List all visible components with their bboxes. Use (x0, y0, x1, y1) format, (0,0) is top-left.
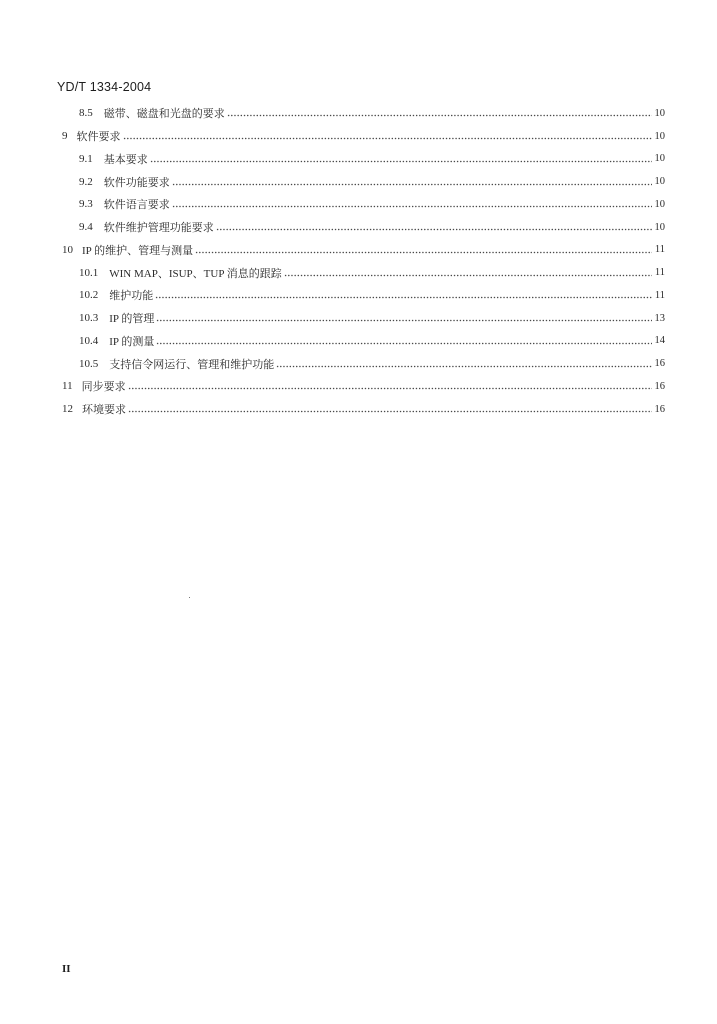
toc-entry-title: IP 的维护、管理与测量 (82, 244, 194, 257)
toc-entry-page: 16 (654, 403, 665, 415)
dot-leader (172, 183, 652, 186)
toc-entry-page: 11 (654, 267, 665, 279)
toc-entry-title: 同步要求 (81, 381, 126, 394)
dot-leader (156, 342, 652, 345)
dot-leader (216, 228, 652, 231)
toc-entry-number: 11 (62, 380, 73, 393)
toc-entry (0, 352, 665, 375)
toc-entry-title: IP 的管理 (109, 313, 155, 326)
toc-entry-number: 10.1 (79, 266, 99, 279)
toc-entry (0, 307, 665, 330)
dot-leader (128, 410, 652, 413)
dot-leader (123, 137, 653, 140)
toc-entry-number: 12 (62, 403, 73, 416)
toc-entry (0, 125, 665, 148)
toc-entry-number: 9.1 (79, 152, 93, 165)
toc-entry-title: 软件功能要求 (103, 176, 170, 189)
toc-entry (0, 239, 665, 262)
toc-entry-number: 10 (62, 243, 73, 256)
toc-entry (0, 330, 665, 353)
toc-entry-number: 9.3 (79, 198, 93, 211)
toc-entry (0, 261, 665, 284)
toc-entry (0, 193, 665, 216)
dot-leader (284, 274, 652, 277)
toc-entry-page: 14 (654, 335, 665, 347)
toc-entry-page: 16 (654, 380, 665, 392)
toc-entry-title: 维护功能 (109, 290, 154, 303)
dot-leader (156, 319, 652, 322)
document-code-header: YD/T 1334-2004 (57, 80, 152, 94)
toc-entry-number: 9 (62, 130, 68, 143)
toc-entry-page: 16 (654, 358, 665, 370)
toc-entry-title: 环境要求 (82, 404, 126, 417)
toc-entry-title: 磁带、磁盘和光盘的要求 (103, 108, 225, 121)
dot-leader (150, 160, 652, 163)
dot-leader (195, 251, 652, 254)
dot-leader (155, 296, 652, 299)
toc-entry-page: 10 (654, 221, 665, 233)
toc-entry-title: 软件要求 (76, 131, 121, 144)
dot-leader (227, 114, 652, 117)
toc-entry-number: 10.5 (79, 357, 99, 370)
toc-entry (0, 375, 665, 398)
toc-entry-number: 10.3 (79, 312, 99, 325)
toc-entry-title: 支持信令网运行、管理和维护功能 (109, 358, 275, 371)
toc-entry (0, 216, 665, 239)
toc-entry-number: 10.2 (79, 289, 99, 302)
toc-entry-title: WIN MAP、ISUP、TUP 消息的跟踪 (109, 267, 282, 280)
dot-leader (128, 387, 652, 390)
toc-entry-page: 10 (654, 153, 665, 165)
scan-speck (189, 597, 190, 598)
toc-entry-title: 软件维护管理功能要求 (103, 222, 214, 235)
toc-entry-title: 基本要求 (103, 153, 148, 166)
toc-entry (0, 148, 665, 171)
page-number-footer: II (62, 963, 71, 975)
toc-entry-page: 11 (654, 289, 665, 301)
toc-entry-number: 8.5 (79, 107, 93, 120)
toc-entry-number: 9.4 (79, 221, 93, 234)
toc-entry-number: 9.2 (79, 175, 93, 188)
toc-entry-page: 10 (654, 107, 665, 119)
dot-leader (172, 205, 652, 208)
table-of-contents (0, 102, 665, 421)
dot-leader (276, 365, 652, 368)
toc-entry-page: 11 (654, 244, 665, 256)
toc-entry-page: 10 (654, 176, 665, 188)
toc-entry (0, 398, 665, 421)
toc-entry (0, 284, 665, 307)
toc-entry (0, 170, 665, 193)
toc-entry-page: 10 (654, 198, 665, 210)
toc-entry-page: 13 (654, 312, 665, 324)
toc-entry (0, 102, 665, 125)
toc-entry-page: 10 (654, 130, 665, 142)
toc-entry-title: IP 的测量 (109, 335, 155, 348)
toc-entry-number: 10.4 (79, 334, 99, 347)
toc-entry-title: 软件语言要求 (103, 199, 170, 212)
